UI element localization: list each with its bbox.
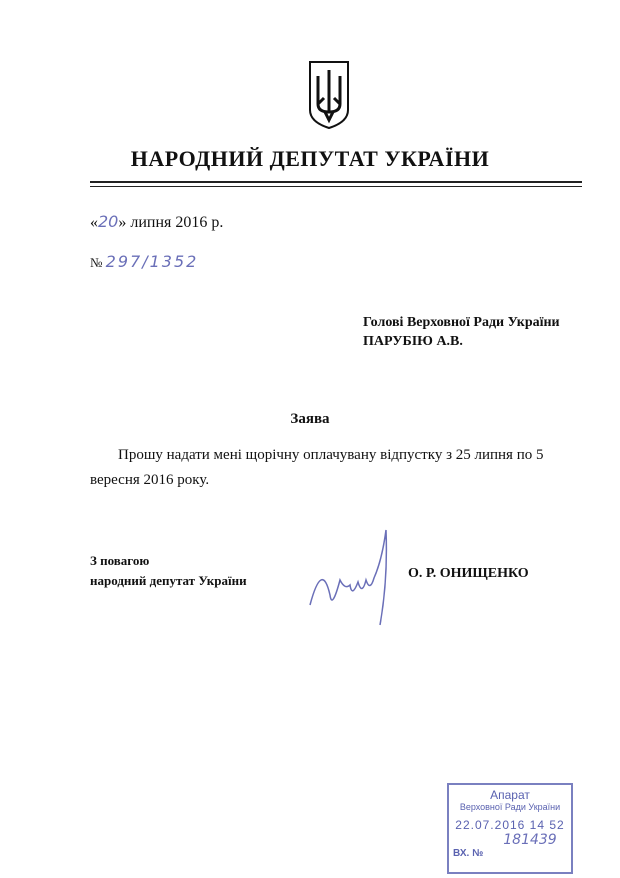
divider [90, 181, 582, 183]
statement-text: Прошу надати мені щорічну оплачувану відпустку з 25 липня по 5 вересня 2016 року. [90, 447, 544, 488]
page-title: НАРОДНИЙ ДЕПУТАТ УКРАЇНИ [130, 146, 490, 171]
handwritten-number: 297/1352 [105, 252, 199, 271]
signatory-name: О. Р. ОНИЩЕНКО [408, 566, 529, 581]
registration-stamp: Апарат Верховної Ради України 22.07.2016 14 52 181439 ВХ. № [447, 783, 573, 874]
handwritten-day: 20 [98, 212, 119, 231]
document-date: «20» липня 2016 р. [90, 212, 224, 231]
document-number: № 297/1352 [90, 252, 199, 271]
divider [90, 186, 582, 187]
coat-of-arms-icon [308, 60, 350, 135]
closing: З повагою народний депутат України [90, 553, 247, 588]
addressee: Голові Верховної Ради України ПАРУБІЮ А.В. [363, 315, 560, 349]
signature [300, 520, 400, 635]
statement-heading: Заява [290, 411, 330, 427]
